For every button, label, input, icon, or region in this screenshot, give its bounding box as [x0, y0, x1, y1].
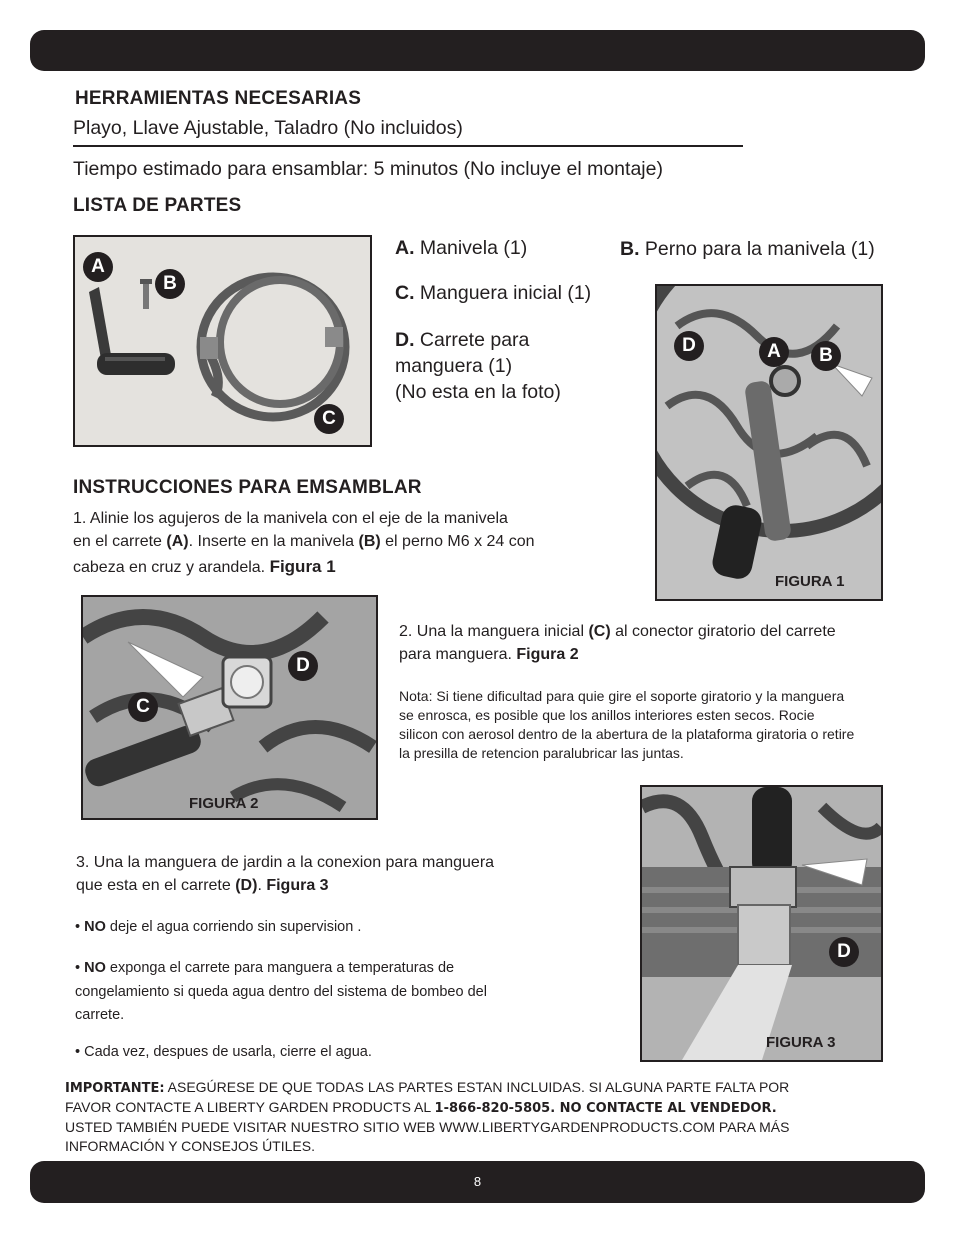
fig3-marker-d: D [829, 937, 859, 967]
step-1: 1. Alinie los agujeros de la manivela con el eje de la manivela en el carrete (A). Inserte en la manivela (B) el perno M6 x 24 con cabeza en cruz y arandela. Figura 1 [73, 510, 535, 576]
page-number: 8 [473, 1174, 482, 1189]
figure-2-photo [81, 595, 378, 820]
marker-a: A [83, 252, 113, 282]
bullet-3: • Cada vez, despues de usarla, cierre el agua. [75, 1044, 372, 1060]
tools-heading: HERRAMIENTAS NECESARIAS [75, 88, 362, 109]
part-a: A. Manivela (1) [395, 237, 528, 259]
step-2: 2. Una la manguera inicial (C) al conector giratorio del carrete para manguera. Figura 2 [399, 623, 836, 663]
time-estimate: Tiempo estimado para ensamblar: 5 minutos (No incluye el montaje) [73, 158, 663, 180]
marker-c: C [314, 404, 344, 434]
divider [73, 145, 743, 147]
figure-2-illustration [83, 597, 376, 818]
fig2-label: FIGURA 2 [189, 795, 259, 812]
parts-heading: LISTA DE PARTES [73, 195, 242, 216]
step-3: 3. Una la manguera de jardin a la conexion para manguera que esta en el carrete (D). Figura 3 [76, 854, 495, 894]
fig1-marker-b: B [811, 341, 841, 371]
important-label: IMPORTANTE: [65, 1081, 165, 1096]
tools-text: Playo, Llave Ajustable, Taladro (No incluidos) [73, 117, 463, 139]
instructions-heading: INSTRUCCIONES PARA EMSAMBLAR [73, 477, 422, 498]
fig1-label: FIGURA 1 [775, 573, 845, 590]
fig2-marker-c: C [128, 692, 158, 722]
fig3-label: FIGURA 3 [766, 1034, 836, 1051]
bullet-2: • NO exponga el carrete para manguera a temperaturas de congelamiento si queda agua dentro del sistema de bombeo del carrete. [75, 960, 487, 1023]
fig1-marker-a: A [759, 337, 789, 367]
part-d: D. Carrete para manguera (1) (No esta en la foto) [395, 329, 561, 403]
bullet-1: • NO deje el agua corriendo sin supervision . [75, 919, 362, 935]
part-c: C. Manguera inicial (1) [395, 282, 592, 304]
marker-b: B [155, 269, 185, 299]
figure-3-photo [640, 785, 883, 1062]
fig2-marker-d: D [288, 651, 318, 681]
part-b: B. Perno para la manivela (1) [620, 238, 875, 260]
header-bar [30, 30, 925, 71]
footer-bar [30, 1161, 925, 1203]
parts-photo [73, 235, 372, 447]
figure-1-photo [655, 284, 883, 601]
figure-3-illustration [642, 787, 881, 1060]
important-notice: IMPORTANTE: ASEGÚRESE DE QUE TODAS LAS PARTES ESTAN INCLUIDAS. SI ALGUNA PARTE FALTA POR FAVOR CONTACTE A LIBERTY GARDEN PRODUCTS AL 1-866-820-5805. NO CONTACTE AL VENDEDOR. USTED TAMBIÉN PUEDE VISITAR NUESTRO SITIO WEB WWW.LIBERTYGARDENPRODUCTS.COM PARA MÁS INFORMACIÓN Y CONSEJOS ÚTILES. [65, 1079, 790, 1154]
note: Nota: Si tiene dificultad para quie gire el soporte giratorio y la manguera se enrosca, es posible que los anillos interiores esten secos. Rocie silicon con aerosol dentro de la abertura de la plataforma giratoria o retire la presilla de retencion paralubricar las juntas. [399, 688, 855, 761]
fig1-marker-d: D [674, 331, 704, 361]
